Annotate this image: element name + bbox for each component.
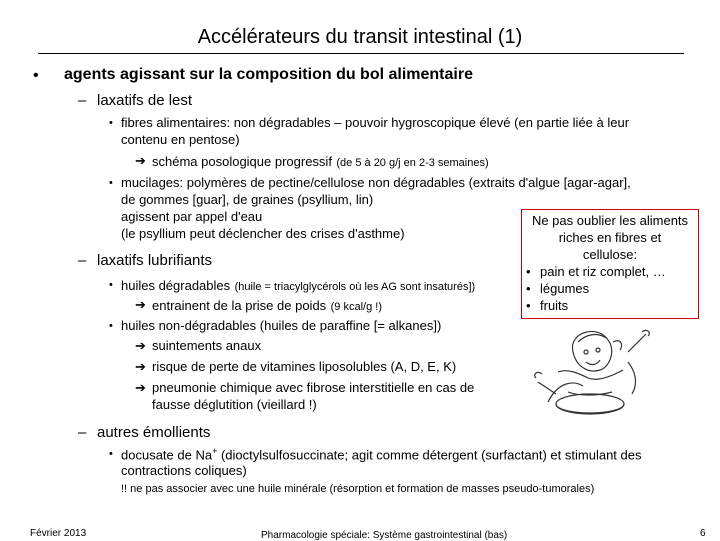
arrow-right-icon: ➔: [135, 338, 146, 353]
arrow-right-icon: ➔: [135, 297, 146, 312]
box-item: légumes: [540, 281, 590, 296]
footer-title: Pharmacologie spéciale: Système gastrointestinal (bas): [261, 530, 508, 541]
bullet-icon: •: [526, 298, 531, 313]
bullet-icon: •: [526, 281, 531, 296]
bullet-icon: •: [33, 67, 39, 84]
text-fibres-1: fibres alimentaires: non dégradables – pouvoir hygroscopique élevé (en partie liée à leur: [121, 115, 630, 130]
text-prise-poids-kcal: (9 kcal/g !): [330, 301, 382, 313]
heading-laxatifs-lubrifiants: laxatifs lubrifiants: [97, 252, 213, 269]
box-line-3: cellulose:: [582, 247, 638, 262]
text-pneumonie-1: pneumonie chimique avec fibrose interstitielle en cas de: [152, 380, 475, 395]
page-number: 6: [700, 528, 706, 539]
bullet-icon: •: [526, 264, 531, 279]
box-item: pain et riz complet, …: [540, 264, 666, 279]
text-schema: schéma posologique progressif: [152, 154, 332, 169]
text-risque-vitamines: risque de perte de vitamines liposolubles (A, D, E, K): [152, 359, 457, 374]
text-warning: !! ne pas associer avec une huile minérale (résorption et formation de masses pseudo-tumorales): [121, 483, 595, 495]
text-suintements: suintements anaux: [152, 338, 262, 353]
heading-autres-emollients: autres émollients: [97, 424, 211, 441]
arrow-right-icon: ➔: [135, 380, 146, 395]
bullet-icon: •: [109, 177, 113, 189]
box-item: fruits: [540, 298, 569, 313]
text-mucilages-2: de gommes [guar], de graines (psyllium, lin): [121, 192, 374, 207]
bullet-icon: •: [109, 117, 113, 129]
dash-icon: –: [78, 424, 87, 441]
reminder-box: [521, 209, 699, 319]
text-mucilages-4: (le psyllium peut déclencher des crises d'asthme): [121, 226, 405, 241]
text-fibres-2: contenu en pentose): [121, 132, 240, 147]
dash-icon: –: [78, 252, 87, 269]
text-huiles-degradables: huiles dégradables: [121, 278, 231, 293]
cooking-illustration: [528, 322, 658, 422]
text-mucilages-3: agissent par appel d'eau: [121, 209, 263, 224]
box-line-1: Ne pas oublier les aliments: [531, 213, 689, 228]
text-docusate-2: contractions coliques): [121, 463, 247, 478]
heading-laxatifs-lest: laxatifs de lest: [97, 92, 193, 109]
bullet-icon: •: [109, 320, 113, 332]
main-heading: agents agissant sur la composition du bol alimentaire: [64, 66, 473, 83]
bullet-icon: •: [109, 448, 113, 460]
text-huiles-non-degradables: huiles non-dégradables (huiles de paraffine [= alkanes]): [121, 318, 442, 333]
arrow-right-icon: ➔: [135, 359, 146, 374]
box-line-2: riches en fibres et: [558, 230, 662, 245]
text-pneumonie-2: fausse déglutition (vieillard !): [152, 397, 317, 412]
page-title: Accélérateurs du transit intestinal (1): [197, 26, 523, 48]
text-schema-dose: (de 5 à 20 g/j en 2-3 semaines): [336, 157, 489, 169]
text-huiles-degradables-note: (huile = triacylglycérols où les AG sont insaturés]): [234, 281, 476, 293]
bullet-icon: •: [109, 279, 113, 291]
title-divider: [38, 53, 684, 54]
dash-icon: –: [78, 92, 87, 109]
text-mucilages-1: mucilages: polymères de pectine/cellulose non dégradables (extraits d'algue [agar-agar],: [121, 175, 631, 190]
text-docusate: docusate de Na: [121, 447, 213, 463]
text-prise-poids: entrainent de la prise de poids: [152, 298, 327, 313]
text-docusate-superscript: +: [212, 446, 218, 456]
footer-date: Février 2013: [30, 528, 87, 539]
text-docusate-desc: (dioctylsulfosuccinate; agit comme détergent (surfactant) et stimulant des: [217, 447, 642, 463]
arrow-right-icon: ➔: [135, 153, 146, 168]
